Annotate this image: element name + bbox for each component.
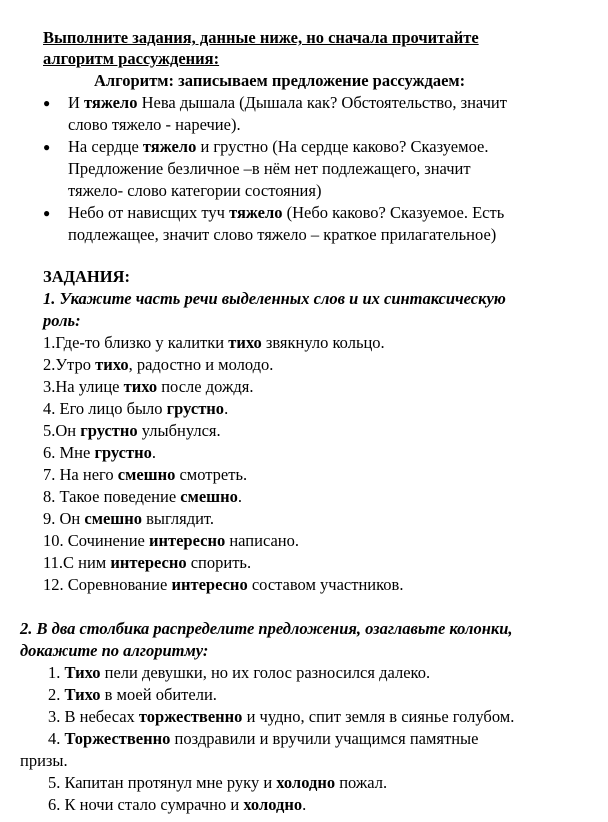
highlighted-word: тяжело	[84, 93, 138, 112]
algorithm-example-2	[68, 136, 488, 158]
task-1-item	[43, 354, 273, 376]
task-1-item	[43, 442, 156, 464]
text: 6. Мне	[43, 443, 95, 462]
highlighted-word: интересно	[148, 531, 226, 550]
highlighted-word: грустно	[80, 421, 138, 440]
bullet-icon: ●	[43, 206, 51, 220]
text: составом участников.	[247, 575, 404, 594]
algorithm-example-3-cont: подлежащее, значит слово тяжело – краткое прилагательное)	[68, 225, 497, 244]
highlighted-word: интересно	[110, 553, 187, 572]
task-1-item	[43, 376, 253, 398]
highlighted-word: смешно	[180, 487, 238, 506]
highlighted-word: Тихо	[64, 663, 101, 682]
text: пожал.	[335, 773, 388, 792]
text: 11.С ним	[43, 553, 111, 572]
highlighted-word: грустно	[94, 443, 152, 462]
heading-line-1: Выполните задания, данные ниже, но сначала прочитайте	[43, 28, 479, 47]
task-2-item	[48, 662, 430, 684]
text: 10. Сочинение	[43, 531, 149, 550]
text: (Небо каково? Сказуемое. Есть	[282, 203, 505, 222]
text: .	[302, 795, 307, 814]
algorithm-example-2-cont: тяжело- слово категории состояния)	[68, 181, 322, 200]
highlighted-word: тихо	[95, 355, 129, 374]
highlighted-word: торжественно	[138, 707, 243, 726]
text: И	[68, 93, 85, 112]
task-2-item	[48, 772, 387, 794]
text: выглядит.	[141, 509, 215, 528]
task-2-item	[48, 684, 217, 706]
text: улыбнулся.	[137, 421, 221, 440]
highlighted-word: тяжело	[142, 137, 197, 156]
text: , радостно и молодо.	[128, 355, 274, 374]
bullet-icon: ●	[43, 96, 51, 110]
text: 2.Утро	[43, 355, 96, 374]
text: и грустно (На сердце каково? Сказуемое.	[196, 137, 489, 156]
highlighted-word: холодно	[243, 795, 303, 814]
task-1-item	[43, 574, 403, 596]
text: 1.	[48, 663, 65, 682]
task-2-item	[48, 728, 478, 750]
text: .	[224, 399, 229, 418]
task-1-item	[43, 486, 242, 508]
text: 9. Он	[43, 509, 85, 528]
text: 2.	[48, 685, 65, 704]
task-1-question-cont: роль:	[43, 311, 81, 330]
task-1-item	[43, 332, 385, 354]
task-2-item	[48, 706, 514, 728]
text: Небо от нависщих туч	[68, 203, 230, 222]
task-1-item	[43, 508, 214, 530]
highlighted-word: Тихо	[64, 685, 101, 704]
highlighted-word: смешно	[84, 509, 142, 528]
heading-line-2: алгоритм рассуждения:	[43, 49, 220, 68]
text: .	[237, 487, 242, 506]
text: 4.	[48, 729, 65, 748]
text: 12. Соревнование	[43, 575, 172, 594]
highlighted-word: грустно	[166, 399, 225, 418]
algorithm-example-3	[68, 202, 504, 224]
task-2-item-cont: призы.	[20, 751, 68, 770]
text: 3. В небесах	[48, 707, 139, 726]
highlighted-word: тихо	[123, 377, 158, 396]
highlighted-word: тихо	[228, 333, 262, 352]
tasks-title: ЗАДАНИЯ:	[43, 267, 130, 286]
algorithm-title: Алгоритм: записываем предложение рассуждаем:	[94, 71, 466, 90]
text: На сердце	[68, 137, 143, 156]
algorithm-example-1	[68, 92, 507, 114]
text: пели девушки, но их голос разносился далеко.	[100, 663, 431, 682]
text: 5. Капитан протянул мне руку и	[48, 773, 277, 792]
text: 8. Такое поведение	[43, 487, 181, 506]
task-2-question: 2. В два столбика распределите предложения, озаглавьте колонки,	[20, 619, 513, 638]
task-2-question-cont: докажите по алгоритму:	[20, 641, 209, 660]
text: 4. Его лицо было	[43, 399, 167, 418]
text: в моей обители.	[100, 685, 217, 704]
text: и чудно, спит земля в сиянье голубом.	[242, 707, 515, 726]
text: 1.Где-то близко у калитки	[43, 333, 229, 352]
text: 6. К ночи стало сумрачно и	[48, 795, 244, 814]
highlighted-word: Торжественно	[64, 729, 171, 748]
highlighted-word: интересно	[171, 575, 248, 594]
task-2-item	[48, 794, 306, 816]
highlighted-word: тяжело	[229, 203, 283, 222]
highlighted-word: холодно	[276, 773, 336, 792]
text: после дождя.	[157, 377, 254, 396]
algorithm-example-1-cont: слово тяжело - наречие).	[68, 115, 241, 134]
task-1-question: 1. Укажите часть речи выделенных слов и их синтаксическую	[43, 289, 506, 308]
algorithm-example-2-cont: Предложение безличное –в нём нет подлежащего, значит	[68, 159, 471, 178]
task-1-item	[43, 530, 299, 552]
task-1-item	[43, 464, 247, 486]
text: написано.	[225, 531, 299, 550]
task-1-item	[43, 552, 251, 574]
text: 7. На него	[43, 465, 118, 484]
text: .	[151, 443, 156, 462]
task-1-item	[43, 398, 228, 420]
text: спорить.	[186, 553, 252, 572]
text: звякнуло кольцо.	[261, 333, 385, 352]
highlighted-word: смешно	[117, 465, 176, 484]
text: поздравили и вручили учащимся памятные	[170, 729, 479, 748]
text: 5.Он	[43, 421, 81, 440]
text: 3.На улице	[43, 377, 124, 396]
bullet-icon: ●	[43, 140, 51, 154]
text: Нева дышала (Дышала как? Обстоятельство, значит	[137, 93, 507, 112]
task-1-item	[43, 420, 221, 442]
text: смотреть.	[175, 465, 248, 484]
